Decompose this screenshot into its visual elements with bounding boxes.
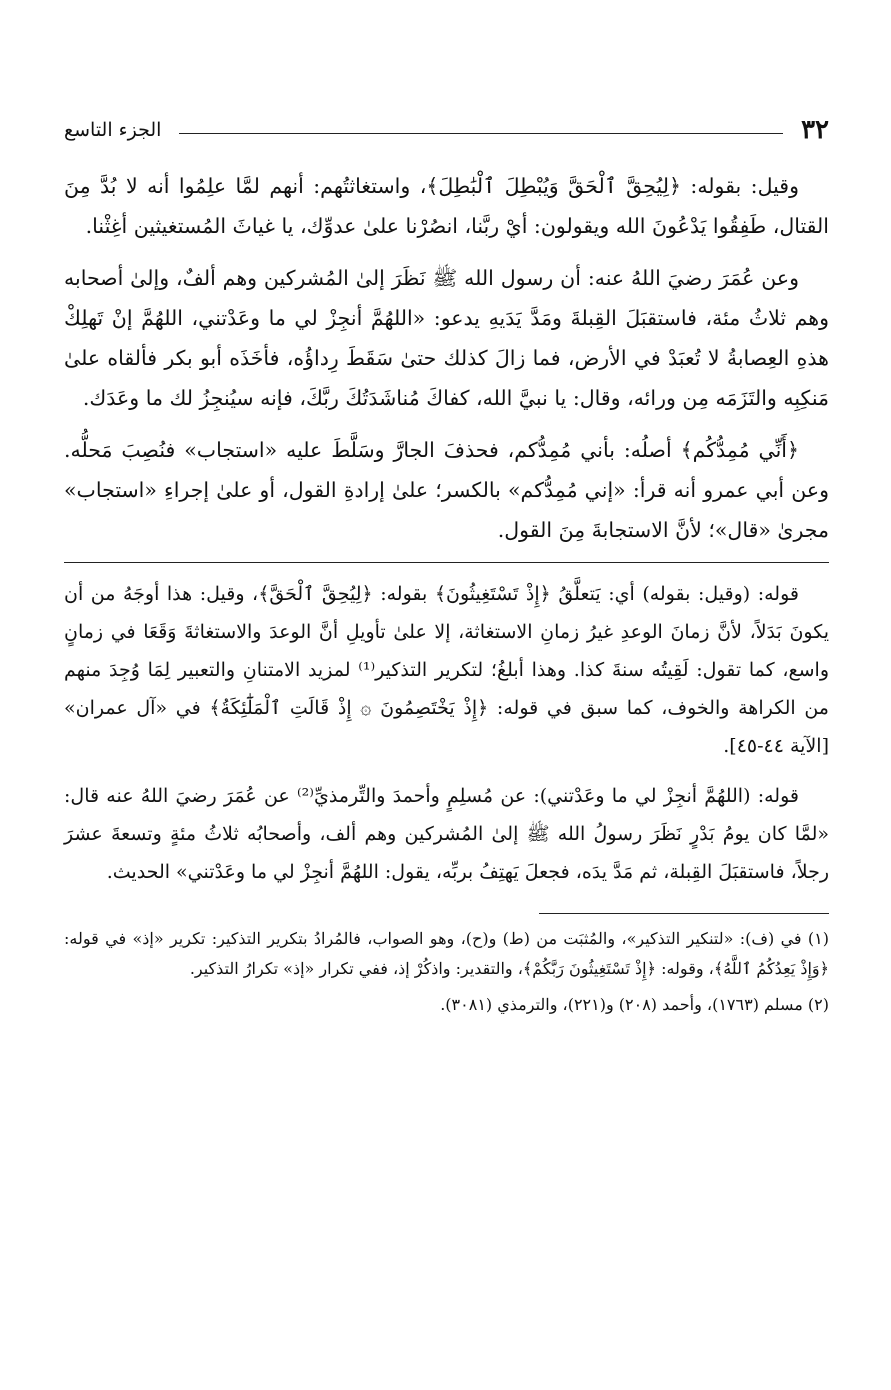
page-number: ٣٢ bbox=[801, 115, 829, 145]
commentary-paragraph: قوله: (اللهُمَّ أنجِزْ لي ما وعَدْتني): عن مُسلِمٍ وأحمدَ والتِّرمذيِّ⁽²⁾ عن عُمَرَ رضيَ اللهُ عنه قال: «لمَّا كان يومُ بَدْرٍ نَظَرَ رسولُ الله ﷺ إلىٰ المُشركين وهم ألف، وأصحابُه ثلاثُ مئةٍ وتسعةَ عشرَ رجلاً، فاستقبَلَ القِبلة، ثم مَدَّ يدَه، فجعلَ يَهتِفُ بربِّه، يقول: اللهُمَّ أنجِزْ لي ما وعَدْتني» الحديث. bbox=[64, 785, 829, 883]
header-rule bbox=[179, 133, 783, 134]
commentary-paragraph: قوله: (وقيل: بقوله) أي: يَتعلَّقُ ﴿إِذْ تَسْتَغِيثُونَ﴾ بقوله: ﴿لِيُحِقَّ ٱلْحَقَّ﴾، وقيل: هذا أوجَهُ من أن يكونَ بَدَلاً، لأنَّ زمانَ الوعدِ غيرُ زمانِ الاستغاثة، إلا علىٰ تأويلِ أنَّ الوعدَ والاستغاثةَ وَقَعَا في زمانٍ واسع، كما تقول: لَقِيتُه سنةَ كذا. وهذا أبلغُ؛ لتكرير التذكير⁽¹⁾ لمزيد الامتنانِ والتعبير لِمَا وُجِدَ منهم من الكراهة والخوف، كما سبق في قوله: ﴿إِذْ يَخْتَصِمُونَ ۞ إِذْ قَالَتِ ٱلْمَلَٰٓئِكَةُ﴾ في «آل عمران» [الآية ٤٤-٤٥]. bbox=[64, 583, 829, 757]
footnotes bbox=[64, 924, 829, 1020]
main-paragraph: وعن عُمَرَ رضيَ اللهُ عنه: أن رسول الله ﷺ نَظَرَ إلىٰ المُشركين وهم ألفٌ، وإلىٰ أصحابه وهم ثلاثُ مئة، فاستقبَلَ القِبلةَ ومَدَّ يَدَيهِ يدعو: «اللهُمَّ أنجِزْ لي ما وعَدْتني، اللهُمَّ إنْ تَهلِكْ هذهِ العِصابةُ لا تُعبَدْ في الأرض، فما زالَ كذلك حتىٰ سَقَطَ رِداؤُه، فأخَذَه أبو بكر فألقاه علىٰ مَنكِبِه والتَزَمَه مِن ورائه، وقال: يا نبيَّ الله، كفاكَ مُناشَدَتُكَ ربَّكَ، فإنه سيُنجِزُ لك ما وعَدَك. bbox=[64, 266, 829, 410]
main-paragraph: وقيل: بقوله: ﴿لِيُحِقَّ ٱلْحَقَّ وَيُبْطِلَ ٱلْبَٰطِلَ﴾، واستغاثتُهم: أنهم لمَّا علِمُوا أنه لا بُدَّ مِنَ القتال، طَفِقُوا يَدْعُونَ الله ويقولون: أيْ ربَّنا، انصُرْنا علىٰ عدوِّك، يا غياثَ المُستغيثين أغِثْنا. bbox=[64, 174, 829, 238]
commentary-divider bbox=[64, 562, 829, 563]
main-text bbox=[64, 166, 829, 550]
running-title: الجزء التاسع bbox=[64, 119, 162, 141]
footnote-divider bbox=[539, 913, 829, 914]
main-paragraph: ﴿أَنِّي مُمِدُّكُم﴾ أصلُه: بأني مُمِدُّكم، فحذفَ الجارَّ وسَلَّطَ عليه «استجاب» فنُصِبَ مَحلُّه. وعن أبي عمرو أنه قرأ: «إني مُمِدُّكم» بالكسر؛ علىٰ إرادةِ القول، أو علىٰ إجراءِ «استجاب» مجرىٰ «قال»؛ لأنَّ الاستجابةَ مِنَ القول. bbox=[64, 438, 829, 542]
footnote: (٢) مسلم (١٧٦٣)، وأحمد (٢٠٨) و(٢٢١)، والترمذي (٣٠٨١). bbox=[440, 995, 829, 1014]
footnote: (١) في (ف): «لتنكير التذكير»، والمُثبَت من (ط) و(ح)، وهو الصواب، فالمُرادُ بتكرير التذكير: تكرير «إذ» في قوله: ﴿وَإِذْ يَعِدُكُمُ ٱللَّهُ﴾، وقوله: ﴿إِذْ تَسْتَغِيثُونَ رَبَّكُمْ﴾، والتقدير: واذكُرْ إذ، ففي تكرار «إذ» تكرارُ التذكير. bbox=[64, 929, 830, 978]
commentary bbox=[64, 575, 829, 891]
page-header bbox=[64, 108, 829, 152]
book-page bbox=[64, 108, 829, 1026]
